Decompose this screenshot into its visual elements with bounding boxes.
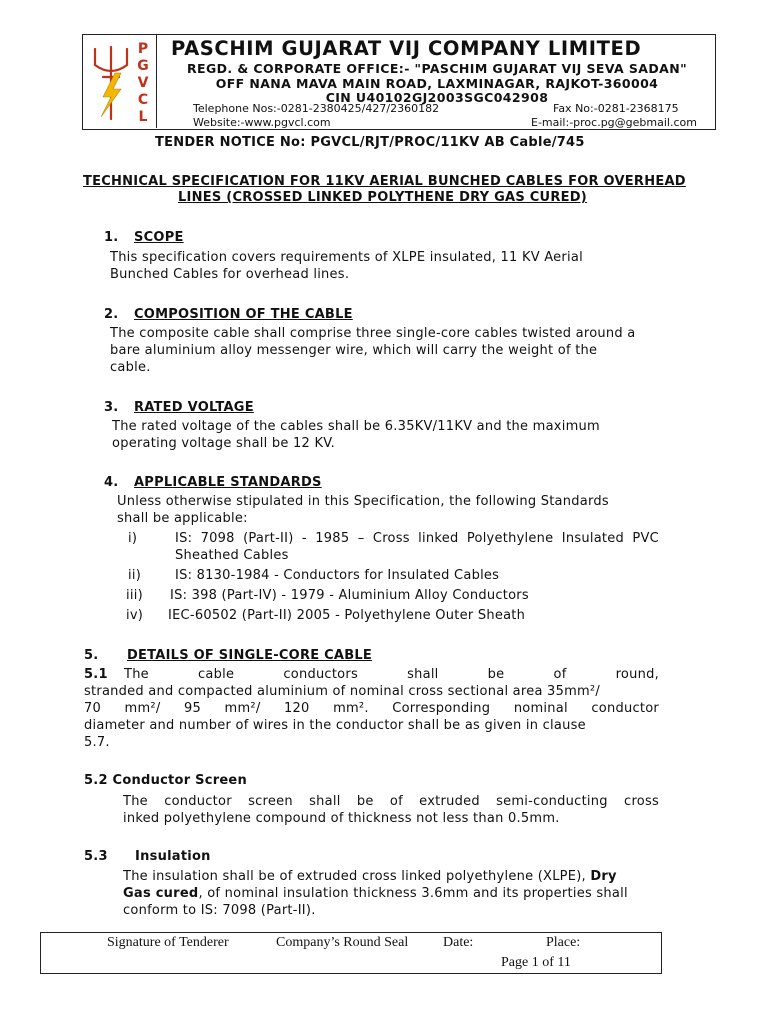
body-text: 5.7. [84, 735, 110, 750]
body-text-part: The insulation shall be of extruded cross linked polyethylene (XLPE), [123, 869, 591, 884]
body-text: operating voltage shall be 12 KV. [112, 436, 336, 451]
body-text [123, 885, 628, 902]
section-number: 2. [104, 307, 119, 322]
body-text: 70 mm²/ 95 mm²/ 120 mm². Corresponding nominal conductor [84, 701, 659, 716]
body-text-bold: Dry [590, 869, 617, 884]
body-text: conform to IS: 7098 (Part-II). [123, 903, 316, 918]
section-number: 1. [104, 230, 119, 245]
place-label: Place: [546, 935, 581, 950]
body-text: The composite cable shall comprise three single-core cables twisted around a [110, 326, 636, 341]
address-line-1: REGD. & CORPORATE OFFICE:- "PASCHIM GUJARAT VIJ SEVA SADAN" [187, 61, 687, 76]
company-name: PASCHIM GUJARAT VIJ COMPANY LIMITED [171, 37, 642, 60]
list-item: IS: 7098 (Part-II) - 1985 – Cross linked Polyethylene Insulated PVC [175, 531, 659, 546]
page-number: Page 1 of 11 [501, 955, 571, 970]
logo-letter: P [137, 41, 149, 57]
list-item: IS: 398 (Part-IV) - 1979 - Aluminium Alloy Conductors [170, 588, 529, 603]
clause-number: 5.1 [84, 667, 108, 682]
logo-letter: L [138, 109, 148, 125]
list-number: i) [128, 531, 138, 546]
address-line-2: OFF NANA MAVA MAIN ROAD, LAXMINAGAR, RAJKOT-360004 [215, 76, 659, 91]
body-text-part: , of nominal insulation thickness 3.6mm and its properties shall [198, 886, 628, 901]
trident-icon [89, 43, 133, 123]
signature-label: Signature of Tenderer [107, 935, 229, 950]
title-line-1: TECHNICAL SPECIFICATION FOR 11KV AERIAL BUNCHED CABLES FOR OVERHEAD [83, 174, 686, 189]
section-number: 3. [104, 400, 119, 415]
website[interactable]: Website:-www.pgvcl.com [193, 116, 331, 129]
logo-letter: G [137, 58, 149, 74]
body-text: The rated voltage of the cables shall be 6.35KV/11KV and the maximum [112, 419, 600, 434]
email[interactable]: E-mail:-proc.pg@gebmail.com [531, 116, 697, 129]
body-text: stranded and compacted aluminium of nominal cross sectional area 35mm²/ [84, 684, 601, 699]
pgvcl-logo [83, 35, 157, 128]
section-number: 5. [84, 648, 99, 663]
body-text [123, 868, 617, 885]
body-text: The cable conductors shall be of round, [124, 667, 659, 682]
body-text: cable. [110, 360, 151, 375]
body-text: diameter and number of wires in the conductor shall be as given in clause [84, 718, 586, 733]
fax: Fax No:-0281-2368175 [553, 102, 679, 115]
list-item: IS: 8130-1984 - Conductors for Insulated Cables [175, 568, 500, 583]
telephone: Telephone Nos:-0281-2380425/427/2360182 [193, 102, 440, 115]
section-heading-standards: APPLICABLE STANDARDS [134, 475, 322, 490]
logo-letter: C [137, 92, 149, 108]
list-item: IEC-60502 (Part-II) 2005 - Polyethylene Outer Sheath [168, 608, 526, 623]
list-number: ii) [128, 568, 142, 583]
body-text: inked polyethylene compound of thickness not less than 0.5mm. [123, 811, 560, 826]
list-number: iii) [126, 588, 143, 603]
section-heading-single-core: DETAILS OF SINGLE-CORE CABLE [127, 648, 373, 663]
body-text: bare aluminium alloy messenger wire, which will carry the weight of the [110, 343, 598, 358]
section-heading-composition: COMPOSITION OF THE CABLE [134, 307, 353, 322]
body-text: shall be applicable: [117, 511, 248, 526]
logo-letter: V [137, 75, 149, 91]
list-number: iv) [126, 608, 144, 623]
seal-label: Company’s Round Seal [276, 935, 409, 950]
footer-box [40, 932, 662, 974]
clause-heading-insulation: Insulation [135, 849, 211, 864]
body-text: Unless otherwise stipulated in this Specification, the following Standards [117, 494, 609, 509]
tender-notice: TENDER NOTICE No: PGVCL/RJT/PROC/11KV AB Cable/745 [155, 135, 585, 150]
section-heading-rated-voltage: RATED VOLTAGE [134, 400, 254, 415]
letterhead [82, 34, 716, 130]
clause-heading-conductor-screen: 5.2 Conductor Screen [84, 773, 247, 788]
section-heading-scope: SCOPE [134, 230, 184, 245]
title-line-2: LINES (CROSSED LINKED POLYTHENE DRY GAS CURED) [178, 190, 587, 205]
date-label: Date: [443, 935, 474, 950]
section-number: 4. [104, 475, 119, 490]
body-text: The conductor screen shall be of extruded semi-conducting cross [123, 794, 659, 809]
clause-number: 5.3 [84, 849, 108, 864]
cin-number: CIN U40102GJ2003SGC042908 [325, 90, 549, 105]
list-item: Sheathed Cables [175, 548, 289, 563]
body-text: This specification covers requirements of XLPE insulated, 11 KV Aerial [110, 250, 583, 265]
body-text: Bunched Cables for overhead lines. [110, 267, 350, 282]
body-text-bold: Gas cured [123, 886, 199, 901]
